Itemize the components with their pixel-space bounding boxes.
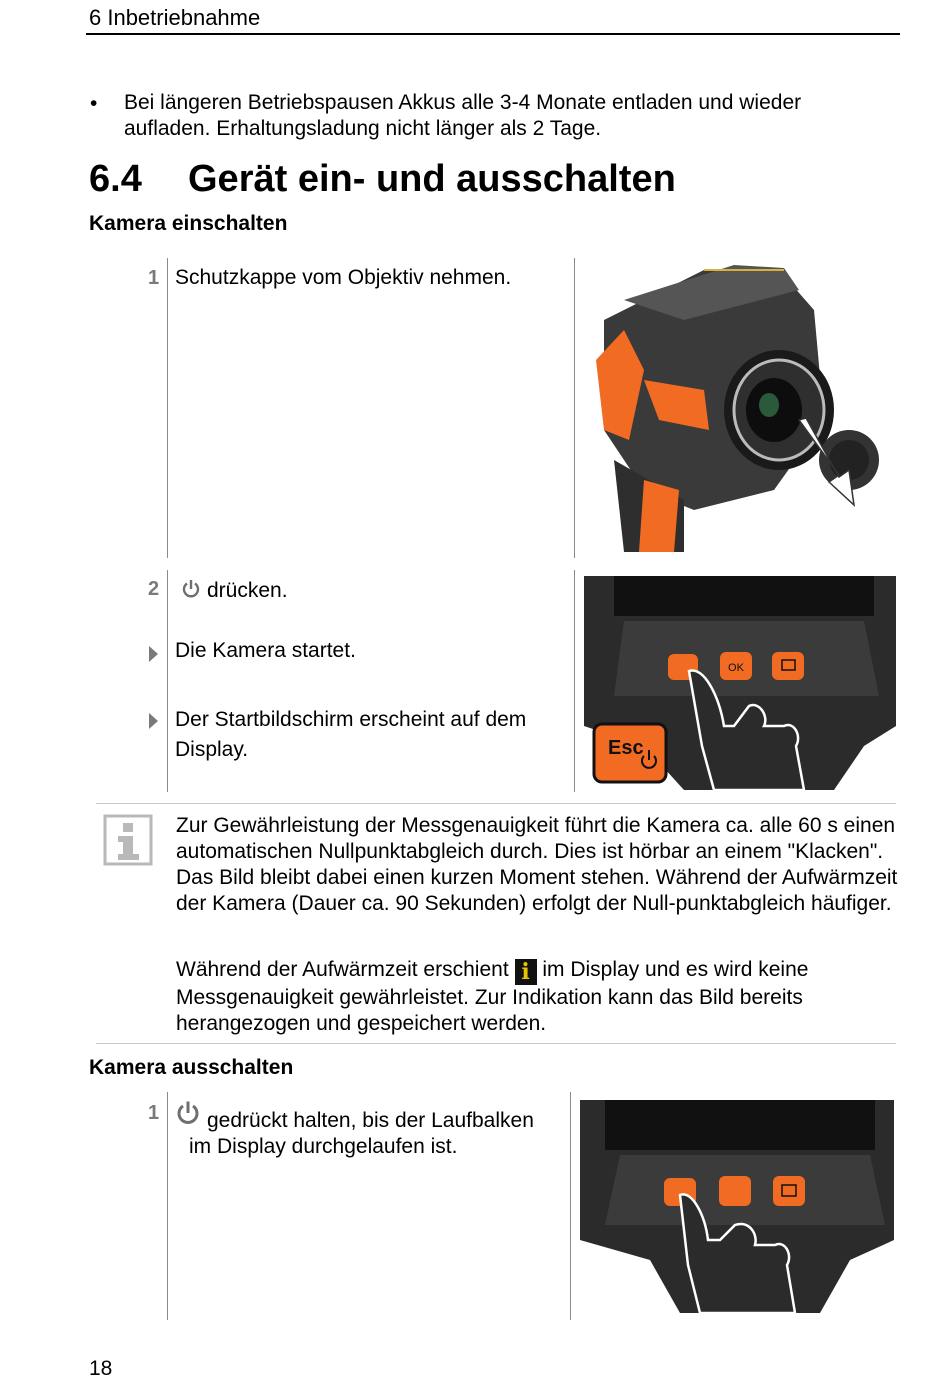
step-number: 1 xyxy=(148,1102,160,1124)
step-divider-line xyxy=(167,258,168,558)
step-divider-line xyxy=(167,570,168,792)
camera-buttons-image xyxy=(584,576,896,790)
camera-lens-image xyxy=(584,260,894,552)
section-number: 6.4 xyxy=(89,158,142,200)
section-title: Gerät ein- und ausschalten xyxy=(188,158,676,200)
step-text: drücken. xyxy=(207,579,288,602)
bullet-icon: • xyxy=(90,92,98,115)
step-number: 2 xyxy=(148,578,160,600)
step-number: 1 xyxy=(148,267,160,289)
info-bottom-rule xyxy=(96,1043,896,1044)
info-icon xyxy=(103,814,153,866)
result-text: Der Startbildschirm erscheint auf dem Display. xyxy=(175,708,527,761)
page-number: 18 xyxy=(89,1357,113,1380)
step-divider-line xyxy=(574,570,575,792)
header-divider xyxy=(86,33,900,35)
step-text-line2: im Display durchgelaufen ist. xyxy=(189,1135,458,1158)
step-divider-line xyxy=(167,1092,168,1320)
power-icon xyxy=(181,579,201,602)
ok-label: OK xyxy=(728,662,744,674)
info-top-rule xyxy=(96,803,896,804)
step-result-arrow-icon xyxy=(149,713,158,729)
power-icon xyxy=(175,1100,201,1131)
display-info-icon: i xyxy=(515,959,537,985)
step-divider-line xyxy=(570,1092,571,1320)
subheading-switch-on: Kamera einschalten xyxy=(89,212,288,235)
info-paragraph-2-start: Während der Aufwärmzeit erschient xyxy=(176,958,509,981)
chapter-header: 6 Inbetriebnahme xyxy=(89,5,261,30)
step-text-line1: gedrückt halten, bis der Laufbalken xyxy=(207,1109,534,1132)
camera-buttons-hold-image xyxy=(580,1100,894,1313)
info-paragraph-2 xyxy=(176,957,901,1037)
bullet-text: Bei längeren Betriebspausen Akkus alle 3-4 Monate entladen und wieder aufladen. Erhaltungsladung nicht länger als 2 Tage. xyxy=(124,91,802,140)
step-text: Schutzkappe vom Objektiv nehmen. xyxy=(175,266,512,289)
esc-label: Esc xyxy=(608,737,644,759)
result-text: Die Kamera startet. xyxy=(175,639,356,662)
step-divider-line xyxy=(574,258,575,558)
info-paragraph: Zur Gewährleistung der Messgenauigkeit führt die Kamera ca. alle 60 s einen automatischen Nullpunktabgleich durch. Dies ist hörbar an einem "Klacken". Das Bild bleibt dabei einen kurzen Moment stehen. Während der Aufwärmzeit der Kamera (Dauer ca. 90 Sekunden) erfolgt der Null-punktabgleich häufiger. xyxy=(176,814,898,915)
info-paragraph-2-end: im Display und es wird keine Messgenauigkeit gewährleistet. Zur Indikation kann das Bild bereits herangezogen und gespeichert werden. xyxy=(176,958,809,1035)
subheading-switch-off: Kamera ausschalten xyxy=(89,1056,294,1079)
step-result-arrow-icon xyxy=(149,646,158,662)
